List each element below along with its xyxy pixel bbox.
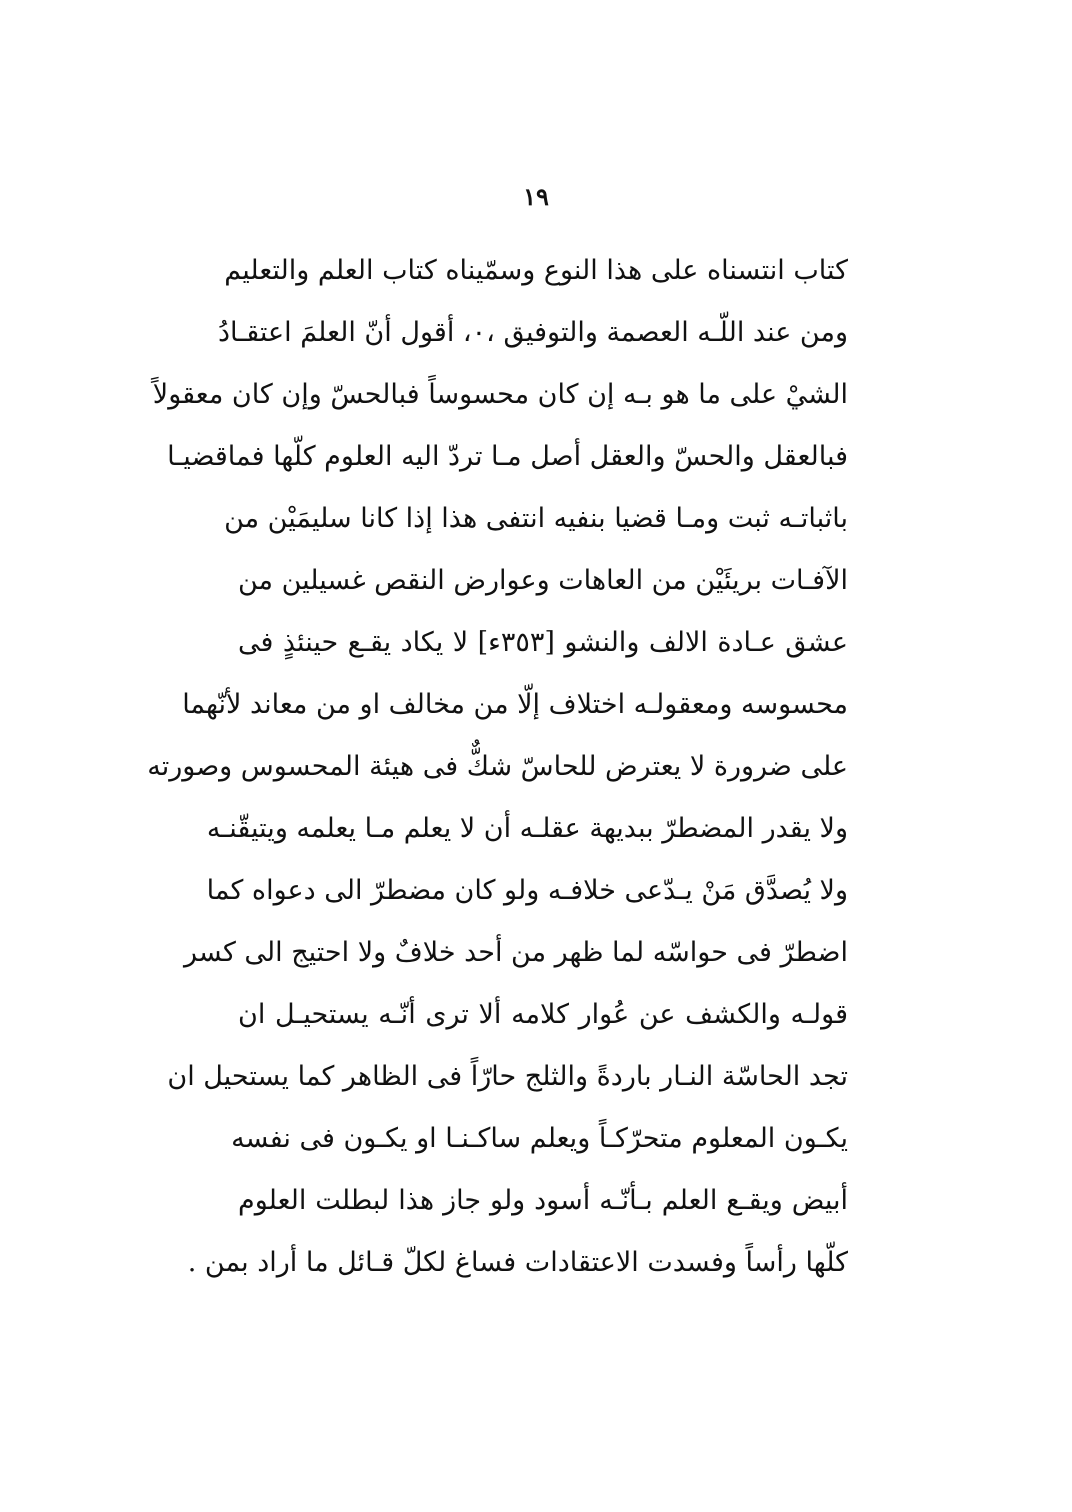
body-text <box>147 240 848 1294</box>
text-line-16: أبيض ويقـع العلم بـأنّـه أسود ولو جاز هذا لبطلت العلوم <box>238 1185 848 1216</box>
page-number: ١٩ <box>523 182 549 211</box>
text-line-11: ولا يُصدَّق مَنْ يـدّعى خلافـه ولو كان مضطرّ الى دعواه كما <box>206 875 848 906</box>
text-line-3: الشيْ على ما هو بـه إن كان محسوساً فبالحسّ وإن كان معقولاً <box>152 379 848 410</box>
text-line-6: الآفـات بريئَيْن من العاهات وعوارض النقص غسيلين من <box>238 565 848 596</box>
text-line-14: تجد الحاسّة النـار باردةً والثلج حارّاً فى الظاهر كما يستحيل ان <box>167 1061 848 1092</box>
text-line-10: ولا يقدر المضطرّ ببديهة عقلـه أن لا يعلم مـا يعلمه ويتيقّنـه <box>206 813 848 844</box>
text-line-1: كتاب انتسناه على هذا النوع وسمّيناه كتاب العلم والتعليم <box>224 255 848 286</box>
text-line-9: على ضرورة لا يعترض للحاسّ شكٌّ فى هيئة المحسوس وصورته <box>147 751 848 782</box>
text-line-5: باثباتـه ثبت ومـا قضيا بنفيه انتفى هذا إذا كانا سليمَيْن من <box>224 503 848 534</box>
text-line-8: محسوسه ومعقولـه اختلاف إلّا من مخالف او من معاند لأنّهما <box>182 689 848 720</box>
text-line-7: عشق عـادة الالف والنشو [٣٥٣ء] لا يكاد يقـع حينئذٍ فى <box>238 627 848 658</box>
text-line-15: يكـون المعلوم متحرّكـاً ويعلم ساكـنـا او يكـون فى نفسه <box>231 1123 848 1154</box>
text-line-12: اضطرّ فى حواسّه لما ظهر من أحد خلافٌ ولا احتيج الى كسر <box>183 937 848 968</box>
text-line-2: ومن عند اللّـه العصمة والتوفيق ،٠، أقول أنّ العلمَ اعتقـادُ <box>218 317 848 348</box>
text-line-4: فبالعقل والحسّ والعقل أصل مـا تردّ اليه العلوم كلّها فماقضيـا <box>167 441 848 472</box>
text-line-17: كلّها رأساً وفسدت الاعتقادات فساغ لكلّ قـائل ما أراد بمن . <box>187 1247 848 1278</box>
text-line-13: قولـه والكشف عن عُوار كلامه ألا ترى أنّـه يستحيـل ان <box>238 999 848 1030</box>
